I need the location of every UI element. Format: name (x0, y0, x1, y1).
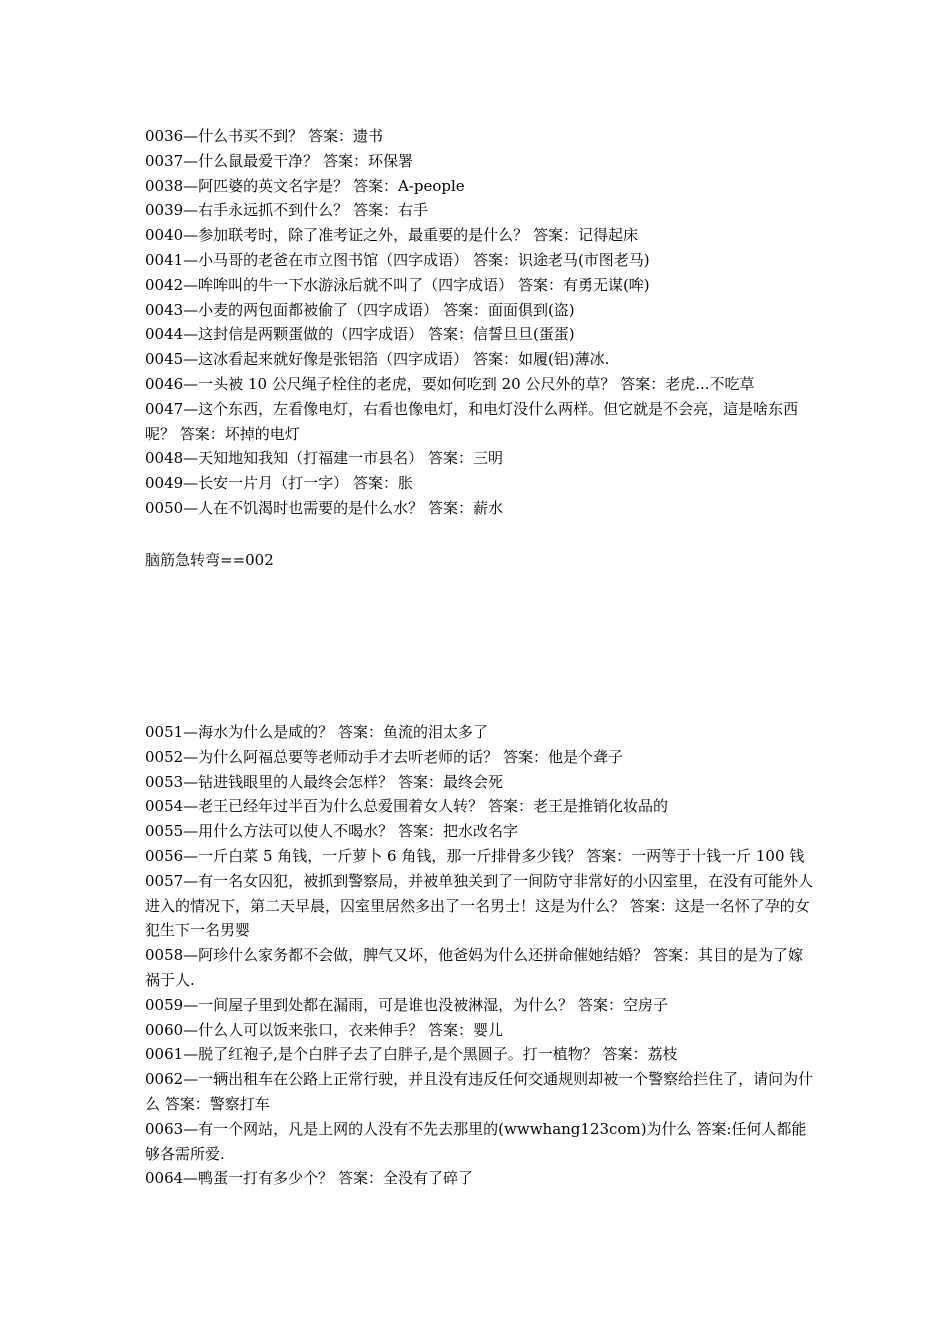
riddle-line: 0050—人在不饥渴时也需要的是什么水？ 答案：薪水 (145, 498, 503, 517)
riddle-line: 0043—小麦的两包面都被偷了（四字成语） 答案：面面俱到(盗) (145, 300, 575, 319)
riddle-line: 0046—一头被 10 公尺绳子栓住的老虎，要如何吃到 20 公尺外的草？ 答案：老虎...不吃草 (145, 374, 755, 393)
riddle-line: 0044—这封信是两颗蛋做的（四字成语） 答案：信誓旦旦(蛋蛋) (145, 325, 575, 344)
riddle-list-section-1 (145, 124, 815, 521)
riddle-line: 0038—阿匹婆的英文名字是？ 答案：A-people (145, 176, 465, 195)
riddle-line: 0037—什么鼠最爱干净？ 答案：环保署 (145, 151, 413, 170)
riddle-line: 0058—阿珍什么家务都不会做，脾气又坏，他爸妈为什么还拼命催她结婚？ 答案：其目的是为了嫁祸于人. (145, 946, 803, 989)
riddle-line: 0036—什么书买不到？ 答案：遗书 (145, 127, 383, 145)
riddle-line: 0047—这个东西，左看像电灯，右看也像电灯，和电灯没什么两样。但它就是不会亮，這是啥东西呢？ 答案：坏掉的电灯 (145, 399, 799, 443)
riddle-line: 0040—参加联考时，除了准考证之外，最重要的是什么？ 答案：记得起床 (145, 226, 638, 245)
riddle-line: 0049—长安一片月（打一字） 答案：胀 (145, 474, 413, 493)
riddle-line: 0053—钻进钱眼里的人最终会怎样？ 答案：最终会死 (145, 772, 503, 791)
riddle-line: 0063—有一个网站，凡是上网的人没有不先去那里的(wwwhang123com)为什么 答案:任何人都能够各需所爱. (145, 1119, 807, 1163)
riddle-line: 0055—用什么方法可以使人不喝水？ 答案：把水改名字 (145, 822, 518, 841)
riddle-line: 0041—小马哥的老爸在市立图书馆（四字成语） 答案：识途老马(市图老马) (145, 250, 650, 269)
section-heading: 脑筋急转弯==002 (145, 551, 274, 569)
riddle-line: 0062—一辆出租车在公路上正常行驶，并且没有违反任何交通规则却被一个警察给拦住了，请问为什么 答案：警察打车 (145, 1070, 814, 1113)
riddle-line: 0048—天知地知我知（打福建一市县名） 答案：三明 (145, 449, 503, 468)
section-heading-block (145, 548, 815, 573)
riddle-line: 0056—一斤白菜 5 角钱，一斤萝卜 6 角钱，那一斤排骨多少钱？ 答案：一两等于十钱一斤 100 钱 (145, 846, 805, 865)
riddle-line: 0061—脱了红袍子,是个白胖子去了白胖子,是个黑圆子。打一植物？ 答案：荔枝 (145, 1045, 678, 1064)
riddle-line: 0052—为什么阿福总要等老师动手才去听老师的话？ 答案：他是个聋子 (145, 747, 623, 766)
riddle-line: 0054—老王已经年过半百为什么总爱围着女人转？ 答案：老王是推销化妆品的 (145, 797, 668, 816)
riddle-line: 0057—有一名女囚犯，被抓到警察局，并被单独关到了一间防守非常好的小囚室里，在没有可能外人进入的情况下，第二天早晨，囚室里居然多出了一名男士！这是为什么？ 答案：这是一名怀了孕的女犯生下一名男婴 (145, 871, 814, 940)
riddle-line: 0059—一间屋子里到处都在漏雨，可是谁也没被淋湿，为什么？ 答案：空房子 (145, 995, 668, 1014)
riddle-line: 0039—右手永远抓不到什么？ 答案：右手 (145, 201, 428, 220)
riddle-line: 0042—哞哞叫的牛一下水游泳后就不叫了（四字成语） 答案：有勇无谋(哞) (145, 275, 650, 294)
riddle-line: 0060—什么人可以饭来张口，衣来伸手？ 答案：婴儿 (145, 1020, 503, 1039)
riddle-line: 0064—鸭蛋一打有多少个？ 答案：全没有了碎了 (145, 1169, 473, 1188)
riddle-line: 0051—海水为什么是咸的？ 答案：鱼流的泪太多了 (145, 723, 488, 741)
riddle-list-section-2 (145, 720, 815, 1191)
riddle-line: 0045—这冰看起来就好像是张铝箔（四字成语） 答案：如履(铝)薄冰. (145, 350, 610, 369)
